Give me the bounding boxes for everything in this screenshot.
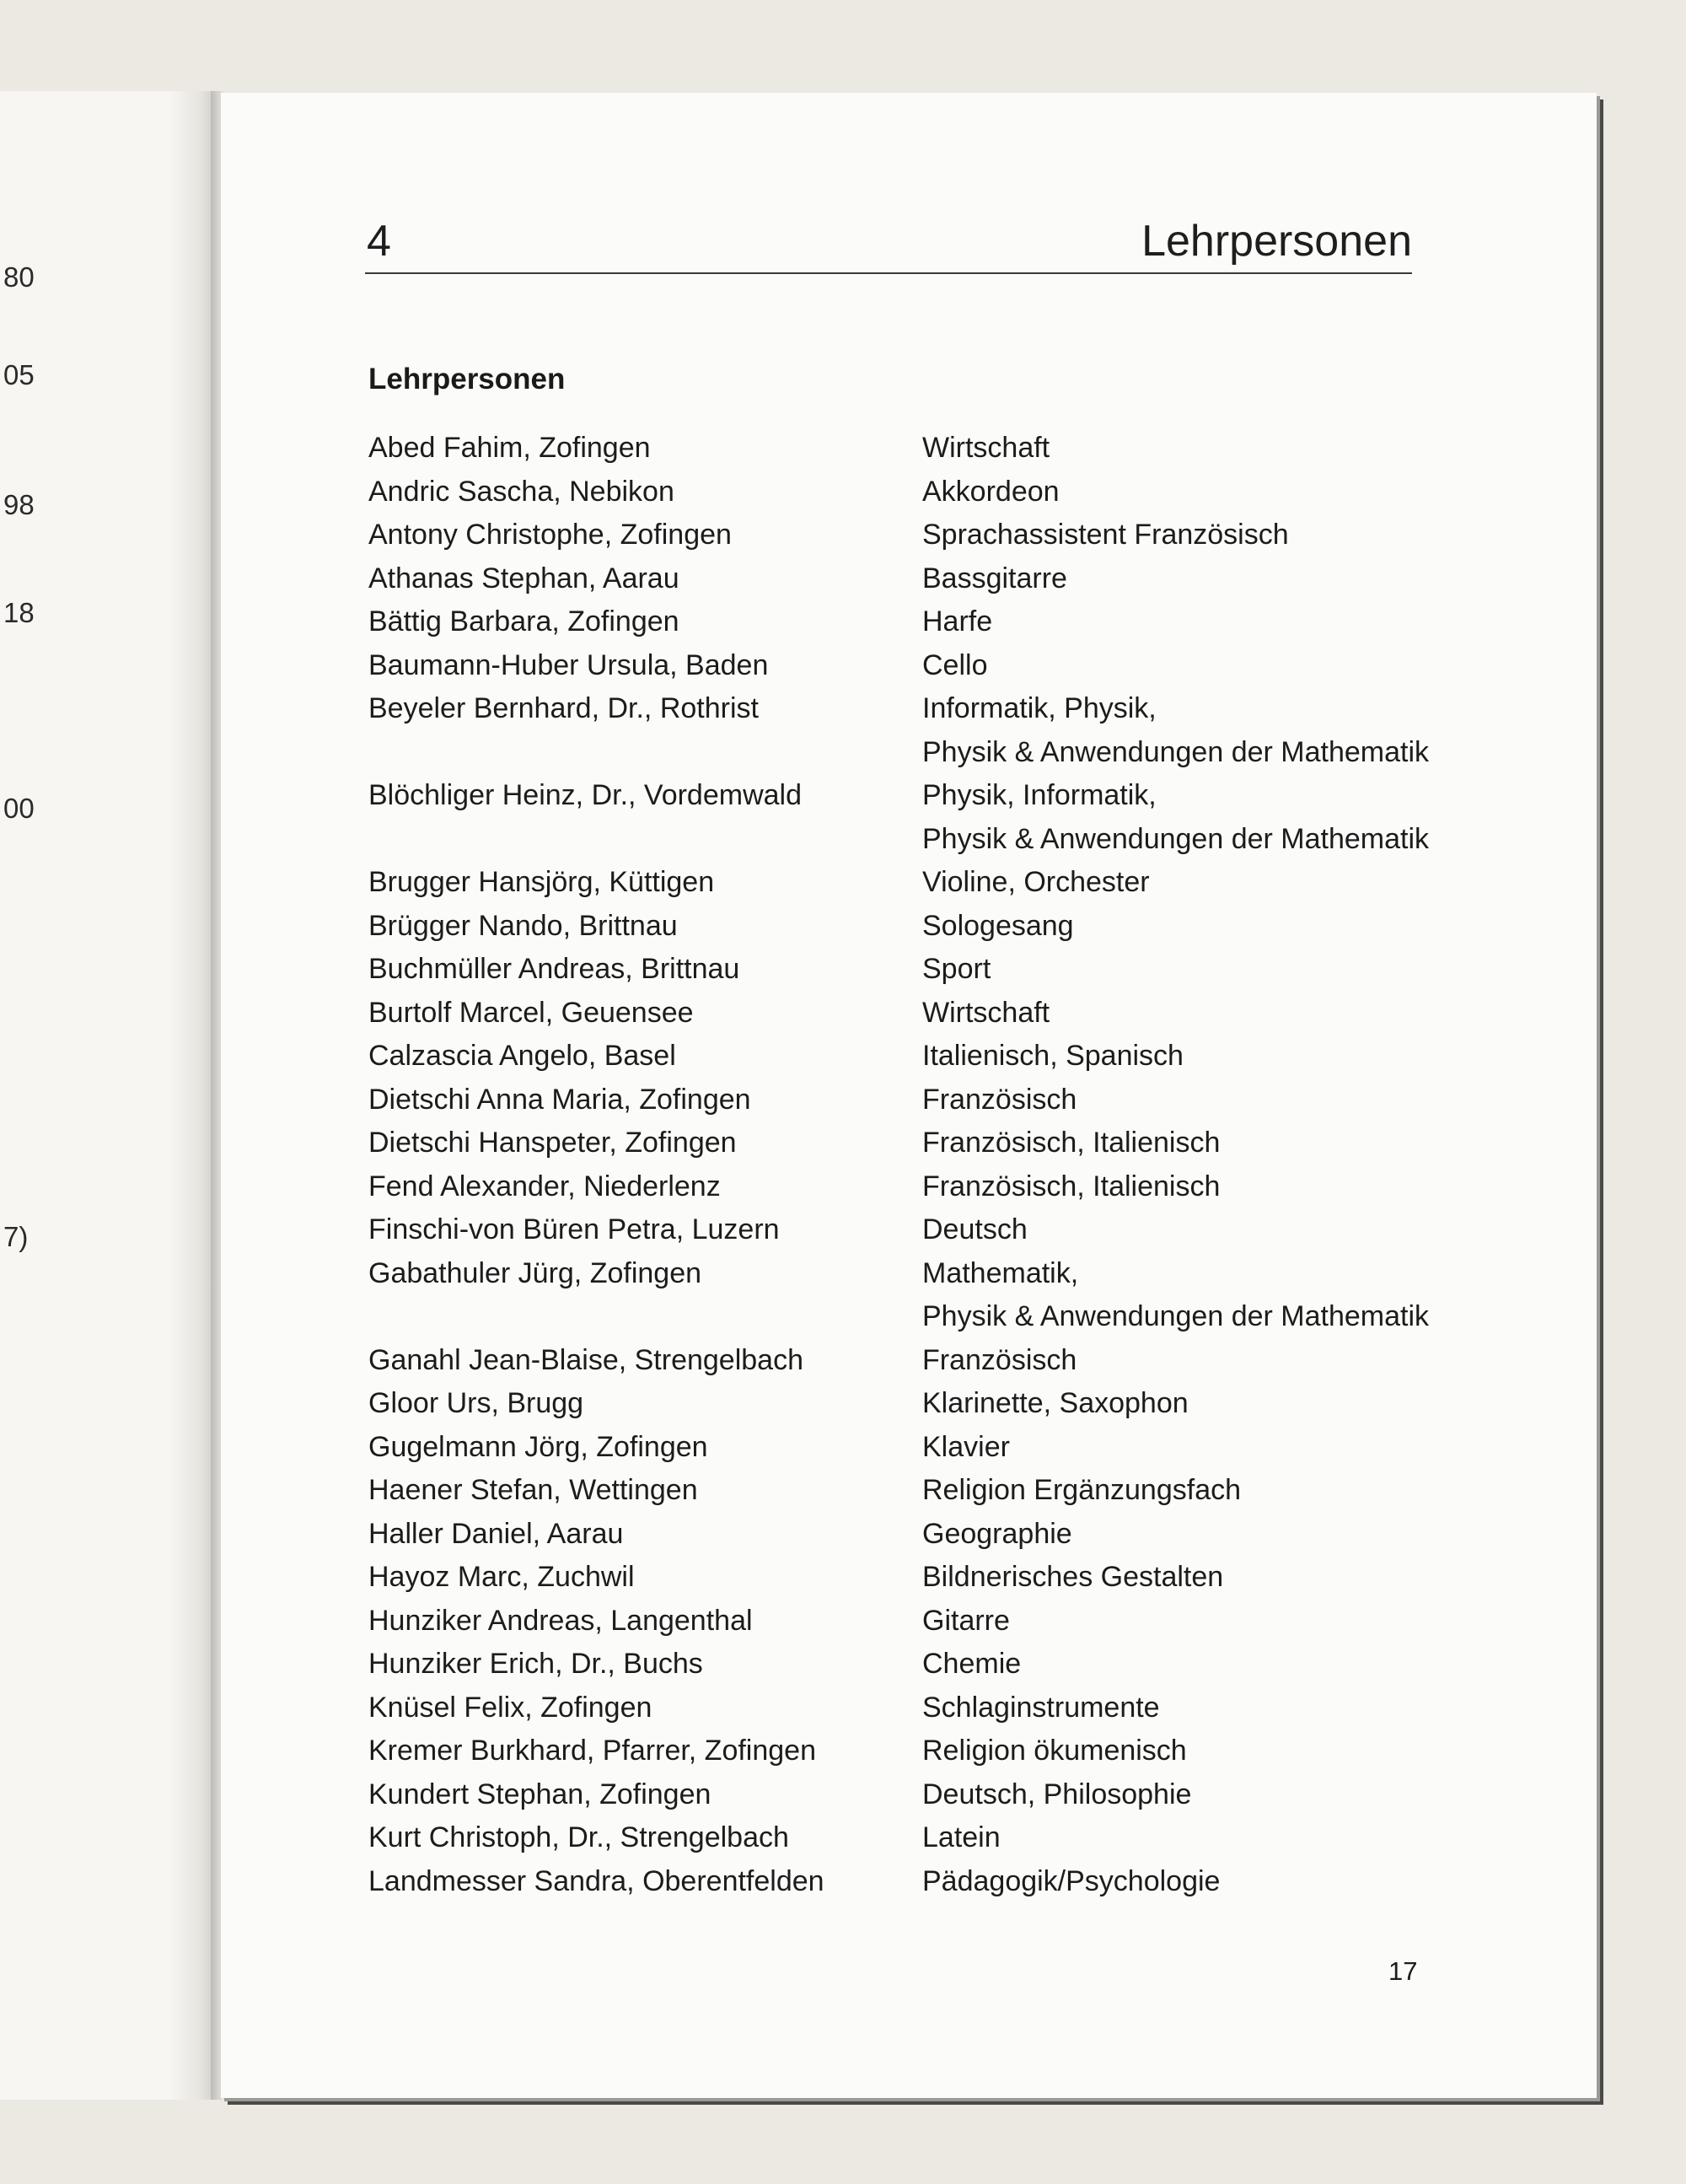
subject-line: Französisch, Italienisch (922, 1170, 1221, 1202)
teacher-subject (922, 1600, 1481, 1643)
teacher-name: Finschi-von Büren Petra, Luzern (368, 1213, 780, 1245)
teacher-name: Antony Christophe, Zofingen (368, 519, 732, 551)
teacher-subject (922, 1729, 1481, 1773)
teacher-row (368, 471, 1481, 514)
teacher-row (368, 1600, 1481, 1643)
teacher-name: Kundert Stephan, Zofingen (368, 1778, 711, 1810)
teacher-name: Beyeler Bernhard, Dr., Rothrist (368, 692, 759, 724)
teacher-row (368, 1079, 1481, 1122)
subject-line: Wirtschaft (922, 432, 1050, 464)
teacher-row (368, 774, 1481, 861)
teacher-subject (922, 1513, 1481, 1557)
teacher-subject (922, 1556, 1481, 1600)
teacher-row (368, 514, 1481, 557)
teacher-name: Hunziker Erich, Dr., Buchs (368, 1648, 703, 1680)
teacher-subject (922, 1643, 1481, 1686)
chapter-title: Lehrpersonen (1141, 217, 1412, 266)
teacher-name: Blöchliger Heinz, Dr., Vordemwald (368, 779, 803, 811)
subject-line: Physik & Anwendungen der Mathematik (922, 1300, 1430, 1332)
subject-line: Sologesang (922, 909, 1074, 942)
chapter-number: 4 (367, 217, 391, 266)
teacher-name: Andric Sascha, Nebikon (368, 475, 674, 508)
teacher-row (368, 992, 1481, 1036)
left-page-fragment: 00 (3, 793, 35, 824)
subject-line: Informatik, Physik, (922, 692, 1157, 724)
teacher-row (368, 948, 1481, 992)
subject-line: Klarinette, Saxophon (922, 1387, 1189, 1419)
teacher-name: Haller Daniel, Aarau (368, 1517, 624, 1550)
subject-line: Bassgitarre (922, 562, 1067, 594)
teacher-subject (922, 1686, 1481, 1730)
teacher-name: Buchmüller Andreas, Brittnau (368, 953, 740, 985)
teacher-row (368, 1816, 1481, 1860)
subject-line: Religion Ergänzungsfach (922, 1474, 1242, 1506)
previous-page-edge (0, 91, 217, 2100)
teacher-subject (922, 644, 1481, 688)
teacher-row (368, 1252, 1481, 1339)
teacher-row (368, 1860, 1481, 1904)
teacher-name: Fend Alexander, Niederlenz (368, 1170, 721, 1202)
subject-line: Französisch, Italienisch (922, 1127, 1221, 1159)
teacher-name: Gugelmann Jörg, Zofingen (368, 1430, 708, 1463)
teacher-row (368, 1035, 1481, 1079)
teacher-row (368, 1426, 1481, 1470)
teacher-row (368, 1513, 1481, 1557)
teacher-name: Gabathuler Jürg, Zofingen (368, 1256, 702, 1289)
teacher-name: Hayoz Marc, Zuchwil (368, 1561, 635, 1593)
teacher-name: Baumann-Huber Ursula, Baden (368, 648, 769, 681)
teacher-name: Hunziker Andreas, Langenthal (368, 1604, 753, 1637)
subject-line: Bildnerisches Gestalten (922, 1561, 1224, 1593)
subject-line: Schlaginstrumente (922, 1691, 1160, 1724)
teacher-subject (922, 1339, 1481, 1383)
teacher-subject (922, 1252, 1481, 1339)
teacher-subject (922, 905, 1481, 949)
subject-line: Klavier (922, 1430, 1010, 1463)
teacher-name: Gloor Urs, Brugg (368, 1387, 584, 1419)
subject-line: Physik & Anwendungen der Mathematik (922, 822, 1430, 855)
teacher-subject (922, 1122, 1481, 1165)
teacher-subject (922, 514, 1481, 557)
teacher-row (368, 600, 1481, 644)
subject-line: Physik & Anwendungen der Mathematik (922, 735, 1430, 768)
teacher-row (368, 1556, 1481, 1600)
left-page-fragment: 98 (3, 489, 35, 520)
subject-line: Geographie (922, 1517, 1072, 1550)
left-page-fragment: 80 (3, 261, 35, 293)
subject-line: Wirtschaft (922, 996, 1050, 1029)
subject-line: Italienisch, Spanisch (922, 1040, 1184, 1072)
teacher-subject (922, 861, 1481, 905)
subject-line: Französisch (922, 1343, 1077, 1376)
subject-line: Chemie (922, 1648, 1022, 1680)
teacher-subject (922, 557, 1481, 601)
teacher-row (368, 905, 1481, 949)
teacher-name: Brügger Nando, Brittnau (368, 909, 678, 942)
teacher-subject (922, 1035, 1481, 1079)
teacher-name: Burtolf Marcel, Geuensee (368, 996, 694, 1029)
teacher-subject (922, 1382, 1481, 1426)
teacher-subject (922, 992, 1481, 1036)
teacher-row (368, 1122, 1481, 1165)
teacher-subject (922, 1773, 1481, 1817)
teacher-list (368, 427, 1481, 1903)
teacher-row (368, 1686, 1481, 1730)
teacher-name: Bättig Barbara, Zofingen (368, 605, 679, 637)
teacher-subject (922, 1469, 1481, 1513)
teacher-name: Dietschi Hanspeter, Zofingen (368, 1127, 737, 1159)
teacher-row (368, 427, 1481, 471)
subject-line: Deutsch (922, 1213, 1028, 1245)
teacher-row (368, 557, 1481, 601)
teacher-name: Calzascia Angelo, Basel (368, 1040, 676, 1072)
teacher-name: Kremer Burkhard, Pfarrer, Zofingen (368, 1735, 817, 1767)
teacher-name: Brugger Hansjörg, Küttigen (368, 866, 715, 898)
subject-line: Cello (922, 648, 988, 681)
subject-line: Latein (922, 1821, 1001, 1853)
subject-line: Pädagogik/Psychologie (922, 1864, 1221, 1897)
teacher-name: Kurt Christoph, Dr., Strengelbach (368, 1821, 789, 1853)
teacher-name: Knüsel Felix, Zofingen (368, 1691, 652, 1724)
teacher-subject (922, 1079, 1481, 1122)
subject-line: Französisch (922, 1083, 1077, 1116)
teacher-name: Athanas Stephan, Aarau (368, 562, 679, 594)
subject-line: Sprachassistent Französisch (922, 519, 1289, 551)
teacher-name: Landmesser Sandra, Oberentfelden (368, 1864, 824, 1897)
teacher-name: Haener Stefan, Wettingen (368, 1474, 698, 1506)
subject-line: Akkordeon (922, 475, 1060, 508)
teacher-row (368, 1382, 1481, 1426)
teacher-row (368, 1729, 1481, 1773)
left-page-fragment: 05 (3, 359, 35, 390)
subject-line: Mathematik, (922, 1256, 1079, 1289)
subject-line: Harfe (922, 605, 993, 637)
subject-line: Physik, Informatik, (922, 779, 1157, 811)
teacher-subject (922, 1426, 1481, 1470)
teacher-subject (922, 471, 1481, 514)
page-number: 17 (1388, 1956, 1418, 1986)
subject-line: Gitarre (922, 1604, 1010, 1637)
teacher-subject (922, 1208, 1481, 1252)
teacher-row (368, 1165, 1481, 1209)
teacher-name: Dietschi Anna Maria, Zofingen (368, 1083, 751, 1116)
teacher-subject (922, 600, 1481, 644)
left-page-fragment: 7) (3, 1221, 29, 1252)
header-rule (365, 272, 1412, 274)
teacher-row (368, 644, 1481, 688)
subject-line: Sport (922, 953, 991, 985)
teacher-row (368, 1773, 1481, 1817)
teacher-subject (922, 948, 1481, 992)
section-heading: Lehrpersonen (368, 363, 566, 395)
subject-line: Deutsch, Philosophie (922, 1778, 1192, 1810)
teacher-name: Abed Fahim, Zofingen (368, 432, 651, 464)
teacher-subject (922, 1165, 1481, 1209)
left-page-fragment: 18 (3, 597, 35, 628)
subject-line: Violine, Orchester (922, 866, 1150, 898)
teacher-row (368, 1643, 1481, 1686)
document-page (221, 93, 1597, 2098)
teacher-row (368, 1339, 1481, 1383)
teacher-row (368, 1208, 1481, 1252)
teacher-subject (922, 774, 1481, 861)
teacher-row (368, 861, 1481, 905)
teacher-subject (922, 427, 1481, 471)
teacher-subject (922, 1860, 1481, 1904)
teacher-subject (922, 687, 1481, 774)
teacher-row (368, 687, 1481, 774)
teacher-subject (922, 1816, 1481, 1860)
subject-line: Religion ökumenisch (922, 1735, 1187, 1767)
teacher-name: Ganahl Jean-Blaise, Strengelbach (368, 1343, 803, 1376)
teacher-row (368, 1469, 1481, 1513)
